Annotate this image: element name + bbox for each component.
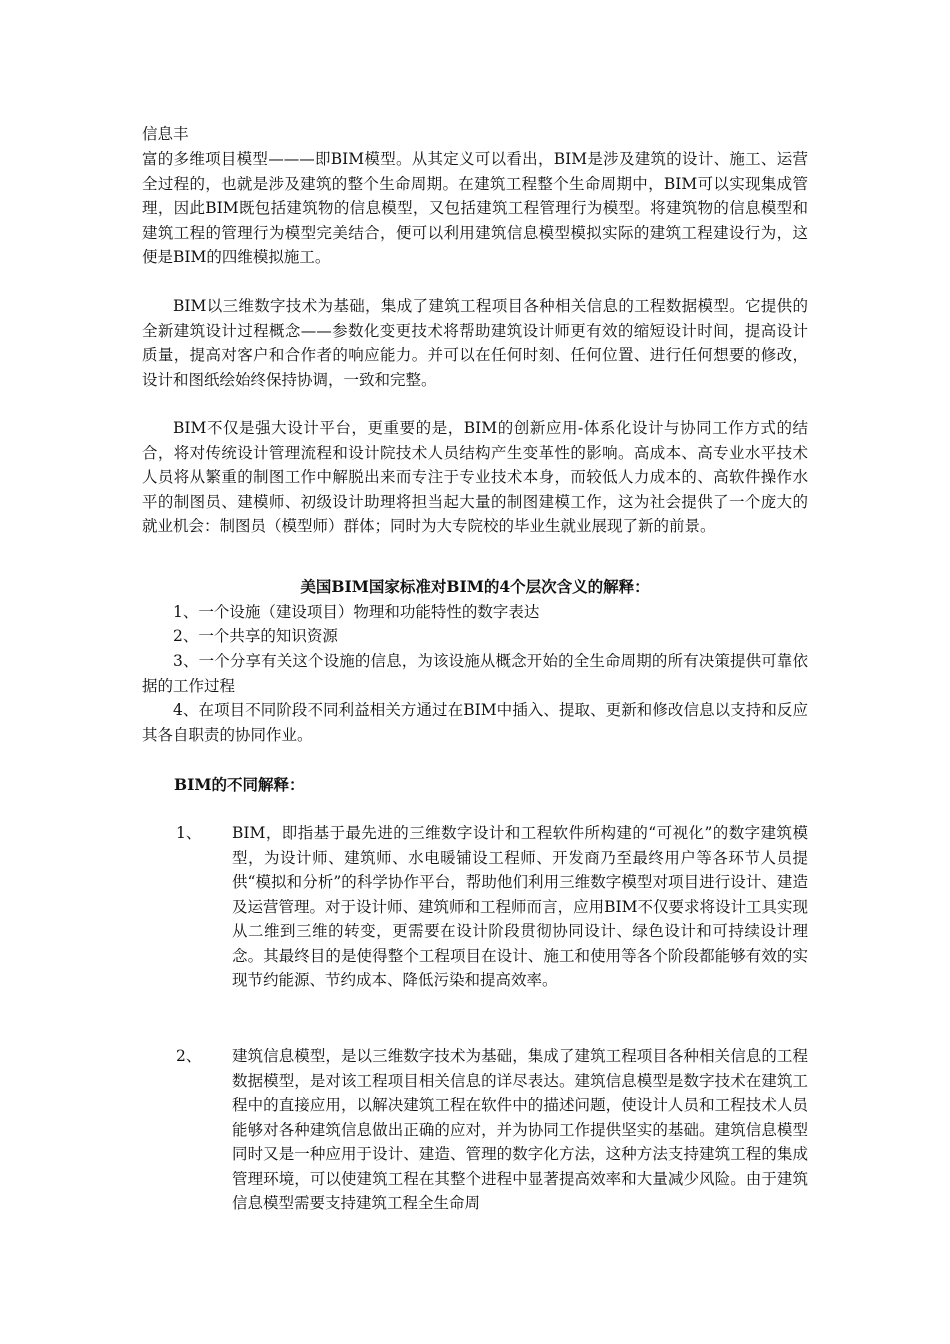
interpretation-1-text: BIM，即指基于最先进的三维数字设计和工程软件所构建的“可视化”的数字建筑模型，为设计师、建筑师、水电暖铺设工程师、开发商乃至最终用户等各环节人员提供“模拟和分析”的科学协作平台，帮助他们利用三维数字模型对项目进行设计、建造及运营管理。对于设计师、建筑师和工程师而言，应用BIM不仅要求将设计工具实现从二维到三维的转变，更需要在设计阶段贯彻协同设计、绿色设计和可持续设计理念。其最终目的是使得整个工程项目在设计、施工和使用等各个阶段都能够有效的实现节约能源、节约成本、降低污染和提高效率。 xyxy=(232,824,808,989)
interpretation-1-number: 1、 xyxy=(176,824,202,842)
interpretation-2-number: 2、 xyxy=(176,1047,202,1065)
us-standard-item-4: 4、在项目不同阶段不同利益相关方通过在BIM中插入、提取、更新和修改信息以支持和反应其各自职责的协同作业。 xyxy=(142,701,808,744)
paragraph-bim-lifecycle: 富的多维项目模型———即BIM模型。从其定义可以看出，BIM是涉及建筑的设计、施工、运营全过程的，也就是涉及建筑的整个生命周期。在建筑工程整个生命周期中，BIM可以实现集成管理，因此BIM既包括建筑物的信息模型，又包括建筑工程管理行为模型。将建筑物的信息模型和建筑工程的管理行为模型完美结合，便可以利用建筑信息模型模拟实际的建筑工程建设行为，这便是BIM的四维模拟施工。 xyxy=(142,150,808,266)
paragraph-bim-3d-foundation: BIM以三维数字技术为基础，集成了建筑工程项目各种相关信息的工程数据模型。它提供的全新建筑设计过程概念——参数化变更技术将帮助建筑设计师更有效的缩短设计时间，提高设计质量，提高对客户和合作者的响应能力。并可以在任何时刻、任何位置、进行任何想要的修改，设计和图纸绘始终保持协调，一致和完整。 xyxy=(142,297,808,389)
different-interpretations-heading: BIM的不同解释： xyxy=(174,775,305,794)
us-standard-item-1: 1、一个设施（建设项目）物理和功能特性的数字表达 xyxy=(173,603,540,621)
us-standard-heading: 美国BIM国家标准对BIM的4个层次含义的解释： xyxy=(300,577,650,596)
interpretation-2-text: 建筑信息模型，是以三维数字技术为基础，集成了建筑工程项目各种相关信息的工程数据模型，是对该工程项目相关信息的详尽表达。建筑信息模型是数字技术在建筑工程中的直接应用，以解决建筑工程在软件中的描述问题，使设计人员和工程技术人员能够对各种建筑信息做出正确的应对，并为协同工作提供坚实的基础。建筑信息模型同时又是一种应用于设计、建造、管理的数字化方法，这种方法支持建筑工程的集成管理环境，可以使建筑工程在其整个进程中显著提高效率和大量减少风险。由于建筑信息模型需要支持建筑工程全生命周 xyxy=(232,1047,808,1212)
us-standard-item-3: 3、一个分享有关这个设施的信息，为该设施从概念开始的全生命周期的所有决策提供可靠依据的工作过程 xyxy=(142,652,808,695)
fragment-label: 信息丰 xyxy=(142,125,189,143)
paragraph-bim-design-platform: BIM不仅是强大设计平台，更重要的是，BIM的创新应用-体系化设计与协同工作方式的结合，将对传统设计管理流程和设计院技术人员结构产生变革性的影响。高成本、高专业水平技术人员将从繁重的制图工作中解脱出来而专注于专业技术本身，而较低人力成本的、高软件操作水平的制图员、建模师、初级设计助理将担当起大量的制图建模工作，这为社会提供了一个庞大的就业机会：制图员（模型师）群体；同时为大专院校的毕业生就业展现了新的前景。 xyxy=(142,419,808,535)
us-standard-item-2: 2、一个共享的知识资源 xyxy=(173,627,338,645)
